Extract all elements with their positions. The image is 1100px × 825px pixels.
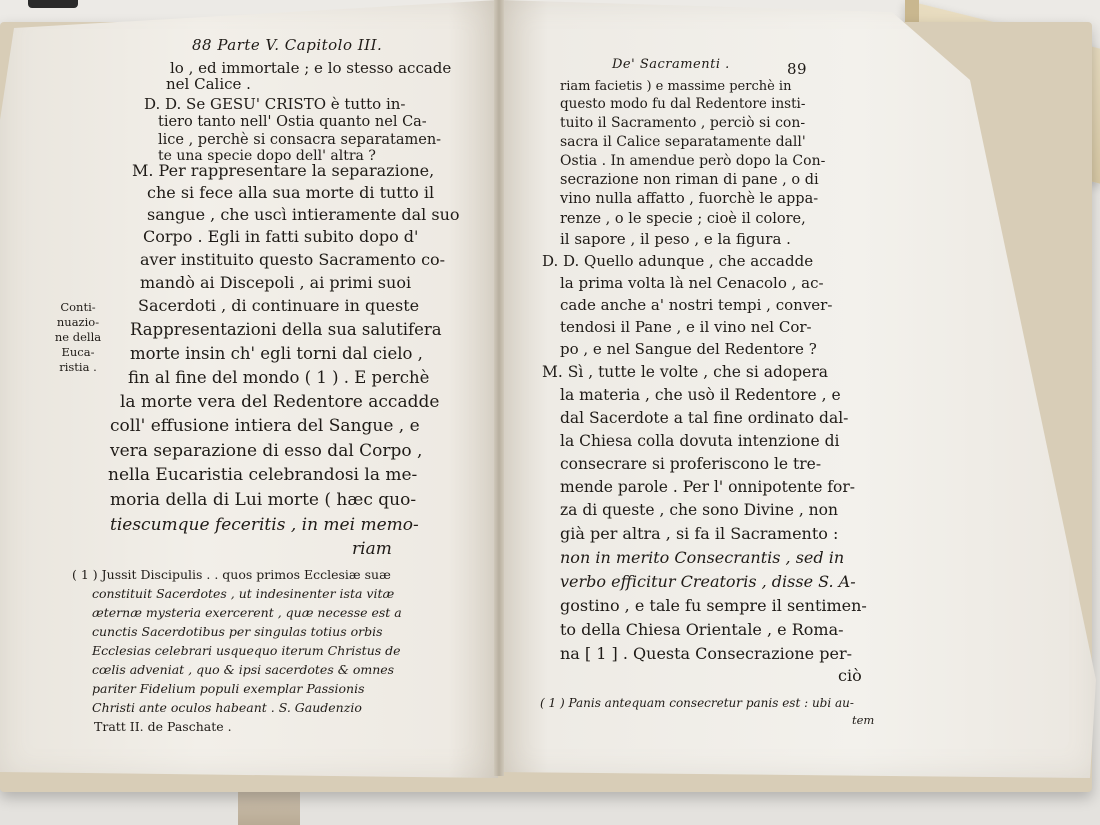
right-line: mende parole . Per l' onnipotente for-	[560, 478, 856, 496]
book-gutter	[494, 0, 504, 776]
right-line: cade anche a' nostri tempi , conver-	[560, 296, 833, 314]
right-line: po , e nel Sangue del Redentore ?	[560, 340, 817, 358]
right-page-header: De' Sacramenti .	[612, 57, 730, 72]
left-line: moria della di Lui morte ( hæc quo-	[110, 490, 417, 510]
left-line: vera separazione di esso dal Corpo ,	[110, 441, 423, 461]
right-line: riam facietis ) e massime perchè in	[560, 79, 792, 94]
left-line: che si fece alla sua morte di tutto il	[147, 183, 435, 202]
right-line: to della Chiesa Orientale , e Roma-	[560, 620, 844, 639]
right-line: sacra il Calice separatamente dall'	[560, 134, 806, 150]
margin-note	[48, 300, 108, 375]
left-line: Rappresentazioni della sua salutifera	[130, 320, 442, 339]
right-line: il sapore , il peso , e la figura .	[560, 230, 791, 248]
left-line: lo , ed immortale ; e lo stesso accade	[170, 59, 452, 77]
left-line: tiescumque feceritis , in mei memo-	[110, 515, 419, 535]
left-page-header: 88 Parte V. Capitolo III.	[192, 36, 383, 54]
right-line: la Chiesa colla dovuta intenzione di	[560, 432, 840, 450]
left-footnote-line: Ecclesias celebrari usquequo iterum Christus de	[92, 643, 401, 658]
left-line: Sacerdoti , di continuare in queste	[138, 296, 420, 315]
left-line: fin al fine del mondo ( 1 ) . E perchè	[128, 368, 430, 387]
margin-note-line: ristia .	[59, 360, 97, 374]
right-line: la prima volta là nel Cenacolo , ac-	[560, 274, 824, 292]
left-line: tiero tanto nell' Ostia quanto nel Ca-	[158, 114, 427, 130]
right-line: M. Sì , tutte le volte , che si adopera	[542, 363, 828, 381]
left-footnote-line: cunctis Sacerdotibus per singulas totius orbis	[92, 624, 383, 639]
left-line: la morte vera del Redentore accadde	[120, 392, 440, 412]
left-footnote-line: Tratt II. de Paschate .	[94, 719, 232, 734]
left-footnote-line: cœlis adveniat , quo & ipsi sacerdotes & omnes	[92, 662, 395, 677]
right-line: consecrare si proferiscono le tre-	[560, 455, 822, 473]
right-line: za di queste , che sono Divine , non	[560, 501, 838, 519]
right-page-number: 89	[787, 60, 808, 78]
right-footnote-line: ( 1 ) Panis antequam consecretur panis est : ubi au-	[540, 696, 854, 710]
right-line: na [ 1 ] . Questa Consecrazione per-	[560, 644, 852, 663]
left-line: M. Per rappresentare la separazione,	[132, 161, 435, 180]
left-line: nel Calice .	[166, 75, 251, 93]
right-line: ciò	[838, 666, 862, 685]
left-line: coll' effusione intiera del Sangue , e	[110, 416, 420, 436]
left-line: nella Eucaristia celebrandosi la me-	[108, 465, 418, 485]
left-line: D. D. Se GESU' CRISTO è tutto in-	[144, 95, 406, 113]
right-line: la materia , che usò il Redentore , e	[560, 386, 841, 404]
margin-note-line: Conti-	[60, 300, 96, 314]
right-line: questo modo fu dal Redentore insti-	[560, 96, 806, 112]
left-line: riam	[352, 539, 392, 559]
right-line: verbo efficitur Creatoris , disse S. A-	[560, 572, 856, 591]
right-line: dal Sacerdote a tal fine ordinato dal-	[560, 409, 849, 427]
right-line: tuito il Sacramento , perciò si con-	[560, 115, 806, 131]
right-line: già per altra , si fa il Sacramento :	[560, 524, 839, 543]
left-line: sangue , che uscì intieramente dal suo	[147, 205, 460, 224]
right-line: D. D. Quello adunque , che accadde	[542, 252, 814, 270]
margin-note-line: ne della	[54, 330, 102, 344]
right-line: secrazione non riman di pane , o di	[560, 172, 819, 188]
right-line: gostino , e tale fu sempre il sentimen-	[560, 596, 867, 615]
left-footnote-line: pariter Fidelium populi exemplar Passionis	[92, 681, 365, 696]
left-line: morte insin ch' egli torni dal cielo ,	[130, 344, 423, 363]
left-line: Corpo . Egli in fatti subito dopo d'	[143, 227, 419, 246]
left-footnote-line: æternæ mysteria exercerent , quæ necesse est a	[92, 605, 402, 620]
right-line: Ostia . In amendue però dopo la Con-	[560, 153, 826, 169]
left-line: lice , perchè si consacra separatamen-	[158, 132, 442, 148]
margin-note-line: nuazio-	[56, 315, 100, 329]
right-line: renze , o le specie ; cioè il colore,	[560, 211, 806, 227]
left-line: mandò ai Discepoli , ai primi suoi	[140, 273, 412, 292]
left-line: te una specie dopo dell' altra ?	[158, 148, 376, 164]
left-footnote-line: constituit Sacerdotes , ut indesinenter ista vitæ	[92, 586, 395, 601]
book-stand	[238, 788, 300, 825]
left-footnote-line: Christi ante oculos habeant . S. Gaudenzio	[92, 700, 362, 715]
clip	[28, 0, 78, 8]
right-line: non in merito Consecrantis , sed in	[560, 548, 845, 567]
right-line: tendosi il Pane , e il vino nel Cor-	[560, 318, 812, 336]
left-footnote-line: ( 1 ) Jussit Discipulis . . quos primos Ecclesiæ suæ	[72, 567, 391, 582]
right-line: vino nulla affatto , fuorchè le appa-	[560, 191, 819, 207]
margin-note-line: Euca-	[61, 345, 95, 359]
right-footnote-line: tem	[852, 713, 875, 727]
left-line: aver instituito questo Sacramento co-	[140, 250, 446, 269]
